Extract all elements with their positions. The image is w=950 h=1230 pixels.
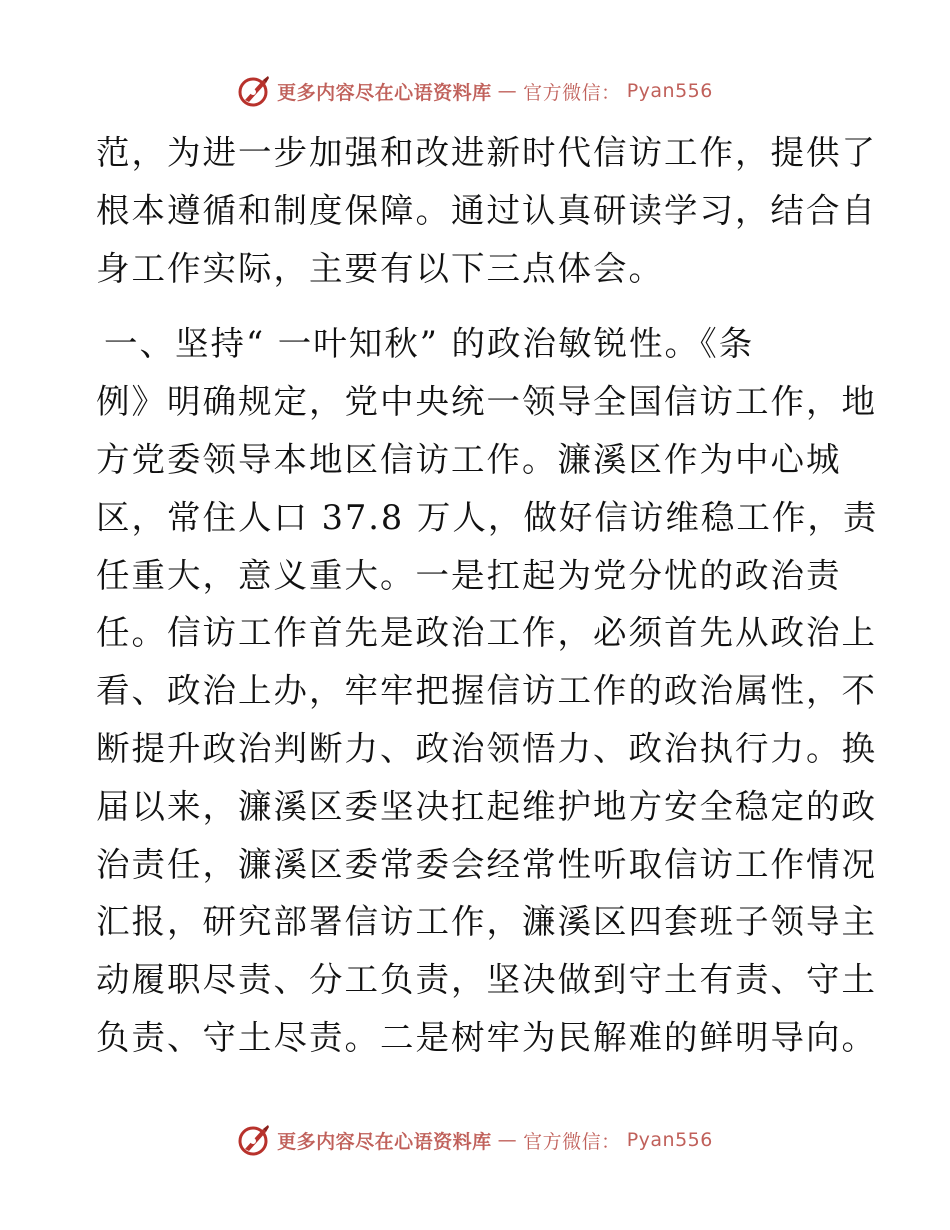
text-line: 治责任，濂溪区委常委会经常性听取信访工作情况 [96,844,877,884]
text-line: 方党委领导本地区信访工作。濂溪区作为中心城 [96,439,842,479]
text-line: 任重大，意义重大。一是扛起为党分忧的政治责 [96,555,842,595]
quill-logo-icon [237,74,271,108]
banner-wechat-label: 官方微信： [523,81,621,104]
text-line: 断提升政治判断力、政治领悟力、政治执行力。换 [96,728,877,768]
text-line: 区，常住人口 37.8 万人，做好信访维稳工作，责 [96,497,879,537]
banner-separator: — [497,1129,518,1151]
text-line: 身工作实际，主要有以下三点体会。 [96,248,664,288]
text-line: 负责、守土尽责。二是树牢为民解难的鲜明导向。 [96,1017,877,1057]
text-line: 任。信访工作首先是政治工作，必须首先从政治上 [96,613,877,653]
footer-watermark-banner [0,1120,950,1160]
banner-wechat-label: 官方微信： [523,1130,621,1153]
text-line: 根本遵循和制度保障。通过认真研读学习，结合自 [96,190,877,230]
banner-main-text: 更多内容尽在心语资料库 [277,81,492,104]
section-heading-line: 一、坚持“ 一叶知秋” 的政治敏锐性。《条 [104,324,755,364]
banner-separator: — [497,80,518,102]
banner-wechat-id: Pyan556 [626,1129,713,1151]
text-line: 汇报，研究部署信访工作，濂溪区四套班子领导主 [96,902,877,942]
header-watermark-banner [0,71,950,111]
banner-main-text: 更多内容尽在心语资料库 [277,1130,492,1153]
text-line: 届以来，濂溪区委坚决扛起维护地方安全稳定的政 [96,786,877,826]
text-line: 例》明确规定，党中央统一领导全国信访工作，地 [96,382,877,422]
text-line: 范，为进一步加强和改进新时代信访工作，提供了 [96,133,877,172]
quill-logo-icon [237,1123,271,1157]
text-line: 看、政治上办，牢牢把握信访工作的政治属性，不 [96,671,877,711]
text-line: 动履职尽责、分工负责，坚决做到守土有责、守土 [96,960,877,1000]
banner-wechat-id: Pyan556 [626,80,713,102]
document-body [96,124,879,1067]
